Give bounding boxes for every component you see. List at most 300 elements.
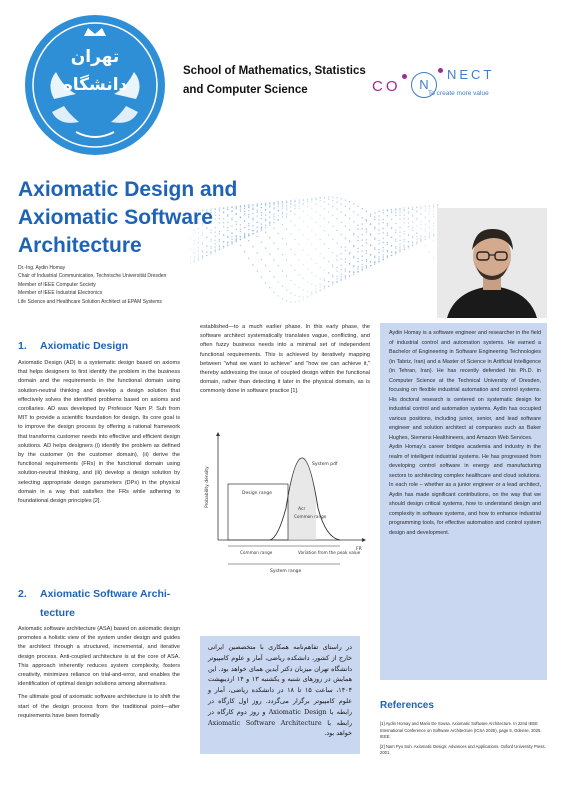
wave-dot xyxy=(366,239,367,240)
references xyxy=(380,700,550,760)
wave-dot xyxy=(362,250,363,251)
wave-dot xyxy=(286,209,287,210)
wave-dot xyxy=(383,256,384,257)
wave-dot xyxy=(320,266,321,267)
wave-dot xyxy=(387,235,388,236)
wave-dot xyxy=(433,229,434,230)
wave-dot xyxy=(433,204,434,205)
connect-dot-icon xyxy=(438,68,443,73)
wave-dot xyxy=(299,208,300,209)
wave-dot xyxy=(299,244,300,245)
wave-dot xyxy=(404,246,405,247)
wave-dot xyxy=(324,230,325,231)
wave-dot xyxy=(420,206,421,207)
wave-dot xyxy=(399,209,400,210)
wave-dot xyxy=(349,263,350,264)
wave-dot xyxy=(345,250,346,251)
wave-dot xyxy=(425,245,426,246)
wave-dot xyxy=(416,241,417,242)
wave-dot xyxy=(374,262,375,263)
wave-dot xyxy=(324,197,325,198)
wave-dot xyxy=(320,286,321,287)
wave-dot xyxy=(324,208,325,209)
figure-system-range: System range xyxy=(270,569,302,574)
wave-dot xyxy=(278,281,279,282)
wave-dot xyxy=(404,222,405,223)
bio-paragraph: Aydin Homay's career bridges academia and industry in the realm of intelligent industrial systems. He has progressed from developing control software in energy and manufacturing sectors to architecting complex healthcare and cloud solutions. In each role – whether as a junior engineer or a lead architect, Aydin has made significant contributions, on the way that we should design critical systems, how to understand design and complexity in software systems, and how to enhance industrial programming tools, for effective automation and control system design and development. xyxy=(389,444,541,536)
wave-dot xyxy=(391,245,392,246)
wave-dot xyxy=(412,227,413,228)
wave-dot xyxy=(374,237,375,238)
wave-dot xyxy=(353,257,354,258)
wave-dot xyxy=(328,234,329,235)
wave-dot xyxy=(412,230,413,231)
wave-dot xyxy=(299,199,300,200)
wave-dot xyxy=(378,249,379,250)
connect-co: CO xyxy=(372,78,401,95)
wave-dot xyxy=(299,206,300,207)
wave-dot xyxy=(311,208,312,209)
title-line3: Architecture xyxy=(18,234,142,257)
wave-dot xyxy=(399,251,400,252)
wave-dot xyxy=(332,215,333,216)
school-name xyxy=(183,62,373,100)
wave-dot xyxy=(345,275,346,276)
wave-dot xyxy=(399,243,400,244)
wave-dot xyxy=(311,295,312,296)
wave-dot xyxy=(328,272,329,273)
wave-dot xyxy=(404,210,405,211)
wave-dot xyxy=(378,261,379,262)
wave-dot xyxy=(349,271,350,272)
wave-dot xyxy=(349,252,350,253)
wave-dot xyxy=(420,228,421,229)
wave-dot xyxy=(299,259,300,260)
wave-dot xyxy=(336,282,337,283)
wave-dot xyxy=(362,266,363,267)
wave-dot xyxy=(353,246,354,247)
wave-dot xyxy=(353,272,354,273)
wave-dot xyxy=(412,245,413,246)
wave-dot xyxy=(341,259,342,260)
wave-dot xyxy=(416,206,417,207)
connect-ect: NECT xyxy=(447,67,495,82)
wave-dot xyxy=(320,278,321,279)
wave-dot xyxy=(416,210,417,211)
design-range-figure xyxy=(200,428,370,578)
wave-dot xyxy=(315,263,316,264)
wave-dot xyxy=(282,238,283,239)
wave-dot xyxy=(370,215,371,216)
wave-dot xyxy=(353,274,354,275)
wave-dot xyxy=(374,216,375,217)
wave-dot xyxy=(324,278,325,279)
wave-dot xyxy=(307,268,308,269)
wave-dot xyxy=(366,250,367,251)
wave-dot xyxy=(332,276,333,277)
logo-text-line2: دانشگاه xyxy=(62,75,128,95)
wave-dot xyxy=(399,218,400,219)
wave-dot xyxy=(353,245,354,246)
wave-dot xyxy=(282,298,283,299)
wave-dot xyxy=(420,235,421,236)
wave-dot xyxy=(416,239,417,240)
figure-common-range: Common range xyxy=(294,514,327,519)
wave-dot xyxy=(286,202,287,203)
wave-dot xyxy=(315,222,316,223)
wave-dot xyxy=(433,233,434,234)
wave-dot xyxy=(404,245,405,246)
figure-variation: Variation from the peak value xyxy=(298,550,361,555)
wave-dot xyxy=(420,241,421,242)
wave-dot xyxy=(320,284,321,285)
wave-dot xyxy=(336,255,337,256)
figure-common-range-bottom: Common range xyxy=(240,550,273,555)
wave-dot xyxy=(299,287,300,288)
wave-dot xyxy=(412,236,413,237)
wave-dot xyxy=(345,225,346,226)
wave-dot xyxy=(269,287,270,288)
wave-dot xyxy=(294,200,295,201)
wave-dot xyxy=(357,225,358,226)
wave-dot xyxy=(399,232,400,233)
wave-dot xyxy=(349,218,350,219)
wave-dot xyxy=(370,261,371,262)
wave-dot xyxy=(307,225,308,226)
wave-dot xyxy=(324,280,325,281)
wave-dot xyxy=(328,211,329,212)
wave-dot xyxy=(374,213,375,214)
wave-dot xyxy=(315,199,316,200)
wave-dot xyxy=(387,244,388,245)
wave-dot xyxy=(341,279,342,280)
wave-dot xyxy=(370,214,371,215)
wave-dot xyxy=(282,254,283,255)
wave-dot xyxy=(282,270,283,271)
wave-dot xyxy=(404,231,405,232)
wave-dot xyxy=(290,301,291,302)
wave-dot xyxy=(336,267,337,268)
wave-dot xyxy=(383,242,384,243)
wave-dot xyxy=(282,205,283,206)
wave-dot xyxy=(303,296,304,297)
wave-dot xyxy=(349,208,350,209)
wave-dot xyxy=(311,230,312,231)
references-title: References xyxy=(380,700,434,711)
wave-dot xyxy=(332,252,333,253)
wave-dot xyxy=(374,263,375,264)
wave-dot xyxy=(353,211,354,212)
wave-dot xyxy=(303,221,304,222)
wave-dot xyxy=(425,236,426,237)
wave-dot xyxy=(404,207,405,208)
wave-dot xyxy=(357,214,358,215)
wave-dot xyxy=(425,231,426,232)
wave-dot xyxy=(429,206,430,207)
wave-dot xyxy=(370,265,371,266)
wave-dot xyxy=(395,223,396,224)
wave-dot xyxy=(303,289,304,290)
wave-dot xyxy=(412,222,413,223)
wave-dot xyxy=(429,208,430,209)
wave-dot xyxy=(324,243,325,244)
author-bio-panel xyxy=(380,323,547,680)
wave-dot xyxy=(412,215,413,216)
wave-dot xyxy=(378,219,379,220)
wave-dot xyxy=(412,207,413,208)
wave-dot xyxy=(362,217,363,218)
wave-dot xyxy=(290,200,291,201)
wave-dot xyxy=(286,260,287,261)
wave-dot xyxy=(336,197,337,198)
wave-dot xyxy=(290,280,291,281)
wave-dot xyxy=(383,250,384,251)
wave-dot xyxy=(315,249,316,250)
wave-dot xyxy=(370,234,371,235)
wave-dot xyxy=(420,213,421,214)
wave-dot xyxy=(404,249,405,250)
wave-dot xyxy=(294,295,295,296)
wave-dot xyxy=(286,300,287,301)
wave-dot xyxy=(324,218,325,219)
section1-body: Axiomatic Design (AD) is a systematic design based on axioms that helps designers to first identify the problem in the business domain and the requirements in the functional domain using solution-neutral thinking and develop a design solution that effectively solves the identified problems based on axioms and corollaries. AD was developed by Professor Nam P. Suh from MIT to provide a scientific foundation for design. Its core goal is to improve the design process by offering a rational framework that transforms customer needs into effective and efficient design solutions. AD helps designers (i) identify the problem as defined by the customer (in the customer domain), (ii) derive the functional requirements (FRs) in the functional domain using solution-neutral thinking, and (iii) develop a design solution by selecting appropriate design parameters (DPs) in the physical domain in a way that satisfies the FRs while adhering to foundational design principles [2]. xyxy=(18,360,180,505)
wave-dot xyxy=(362,260,363,261)
wave-dot xyxy=(399,249,400,250)
wave-dot xyxy=(391,219,392,220)
wave-dot xyxy=(357,266,358,267)
wave-dot xyxy=(404,239,405,240)
wave-dot xyxy=(345,238,346,239)
wave-dot xyxy=(345,278,346,279)
reference-item: [1] Aydin Homay and Mario De Sousa. Axiomatic Software Architecture. In 22nd IEEE International Conference on Software Architecture (ICSA 2025), page 5, Odense, 2025. IEEE. xyxy=(380,721,542,740)
wave-dot xyxy=(378,233,379,234)
wave-dot xyxy=(282,203,283,204)
wave-dot xyxy=(320,197,321,198)
wave-dot xyxy=(374,219,375,220)
wave-dot xyxy=(307,281,308,282)
wave-dot xyxy=(341,203,342,204)
wave-dot xyxy=(374,249,375,250)
wave-dot xyxy=(299,300,300,301)
wave-dot xyxy=(433,207,434,208)
wave-dot xyxy=(357,251,358,252)
wave-dot xyxy=(362,223,363,224)
school-line2: and Computer Science xyxy=(183,84,308,96)
wave-dot xyxy=(425,224,426,225)
wave-dot xyxy=(324,198,325,199)
wave-dot xyxy=(425,205,426,206)
wave-dot xyxy=(345,268,346,269)
wave-dot xyxy=(357,229,358,230)
wave-dot xyxy=(353,256,354,257)
wave-dot xyxy=(341,265,342,266)
wave-dot xyxy=(408,241,409,242)
wave-dot xyxy=(378,243,379,244)
wave-dot xyxy=(299,217,300,218)
wave-dot xyxy=(370,244,371,245)
wave-dot xyxy=(336,201,337,202)
wave-dot xyxy=(391,255,392,256)
wave-dot xyxy=(328,281,329,282)
wave-dot xyxy=(332,238,333,239)
wave-dot xyxy=(387,251,388,252)
wave-dot xyxy=(315,291,316,292)
wave-dot xyxy=(408,247,409,248)
wave-dot xyxy=(374,239,375,240)
wave-dot xyxy=(303,203,304,204)
wave-dot xyxy=(362,245,363,246)
wave-dot xyxy=(320,289,321,290)
wave-dot xyxy=(408,218,409,219)
wave-dot xyxy=(349,229,350,230)
wave-dot xyxy=(345,270,346,271)
wave-dot xyxy=(311,218,312,219)
wave-dot xyxy=(315,289,316,290)
wave-dot xyxy=(391,209,392,210)
wave-dot xyxy=(357,240,358,241)
wave-dot xyxy=(395,240,396,241)
wave-dot xyxy=(290,249,291,250)
wave-dot xyxy=(307,198,308,199)
wave-dot xyxy=(357,271,358,272)
wave-dot xyxy=(307,254,308,255)
wave-dot xyxy=(194,261,195,262)
wave-dot xyxy=(374,247,375,248)
wave-dot xyxy=(383,232,384,233)
wave-dot xyxy=(299,274,300,275)
wave-dot xyxy=(378,258,379,259)
wave-dot xyxy=(336,218,337,219)
wave-dot xyxy=(416,233,417,234)
wave-dot xyxy=(429,234,430,235)
wave-dot xyxy=(332,206,333,207)
school-line1: School of Mathematics, Statistics xyxy=(183,65,366,77)
wave-dot xyxy=(399,212,400,213)
wave-dot xyxy=(420,238,421,239)
wave-dot xyxy=(336,276,337,277)
wave-dot xyxy=(320,239,321,240)
wave-dot xyxy=(425,211,426,212)
wave-dot xyxy=(420,221,421,222)
wave-dot xyxy=(341,269,342,270)
wave-dot xyxy=(294,254,295,255)
wave-dot xyxy=(294,213,295,214)
wave-dot xyxy=(433,225,434,226)
wave-dot xyxy=(429,233,430,234)
wave-dot xyxy=(332,197,333,198)
wave-dot xyxy=(420,224,421,225)
title-line2: Axiomatic Software xyxy=(18,206,213,229)
wave-dot xyxy=(336,270,337,271)
wave-dot xyxy=(387,233,388,234)
wave-dot xyxy=(328,204,329,205)
wave-dot xyxy=(311,284,312,285)
wave-dot xyxy=(282,213,283,214)
wave-dot xyxy=(395,246,396,247)
wave-dot xyxy=(315,197,316,198)
connect-logo xyxy=(372,64,522,102)
wave-dot xyxy=(433,240,434,241)
wave-dot xyxy=(357,268,358,269)
wave-dot xyxy=(336,230,337,231)
wave-dot xyxy=(366,220,367,221)
wave-dot xyxy=(391,212,392,213)
wave-dot xyxy=(429,236,430,237)
wave-dot xyxy=(378,223,379,224)
wave-dot xyxy=(387,257,388,258)
wave-dot xyxy=(290,207,291,208)
wave-dot xyxy=(433,235,434,236)
wave-dot xyxy=(387,215,388,216)
wave-dot xyxy=(395,252,396,253)
section2-title-line1: Axiomatic Software Archi- xyxy=(40,588,171,600)
wave-dot xyxy=(336,208,337,209)
wave-dot xyxy=(437,205,438,206)
wave-dot xyxy=(328,248,329,249)
wave-dot xyxy=(408,246,409,247)
wave-dot xyxy=(387,223,388,224)
wave-dot xyxy=(357,248,358,249)
wave-dot xyxy=(320,214,321,215)
wave-dot xyxy=(328,261,329,262)
wave-dot xyxy=(315,285,316,286)
wave-dot xyxy=(408,226,409,227)
wave-dot xyxy=(349,240,350,241)
author-name: Dr.-Ing. Aydin Homay xyxy=(18,265,66,271)
wave-dot xyxy=(378,211,379,212)
wave-dot xyxy=(378,229,379,230)
connect-dot-icon xyxy=(402,74,407,79)
figure-fr: FR xyxy=(356,547,362,552)
wave-dot xyxy=(336,260,337,261)
wave-dot xyxy=(273,276,274,277)
wave-dot xyxy=(362,234,363,235)
wave-dot xyxy=(332,264,333,265)
section1-number: 1. xyxy=(18,340,27,352)
wave-dot xyxy=(290,220,291,221)
wave-dot xyxy=(395,232,396,233)
wave-dot xyxy=(320,200,321,201)
wave-dot xyxy=(311,291,312,292)
wave-dot xyxy=(307,206,308,207)
wave-dot xyxy=(311,202,312,203)
wave-dot xyxy=(395,208,396,209)
figure-ylabel: Probability density xyxy=(205,466,210,508)
wave-dot xyxy=(412,237,413,238)
wave-dot xyxy=(374,228,375,229)
wave-dot xyxy=(383,254,384,255)
wave-dot xyxy=(404,215,405,216)
wave-dot xyxy=(412,242,413,243)
wave-dot xyxy=(362,256,363,257)
wave-dot xyxy=(303,200,304,201)
wave-dot xyxy=(332,282,333,283)
wave-dot xyxy=(286,289,287,290)
wave-dot xyxy=(366,211,367,212)
wave-dot xyxy=(278,295,279,296)
wave-dot xyxy=(273,292,274,293)
wave-dot xyxy=(395,248,396,249)
wave-dot xyxy=(282,224,283,225)
wave-dot xyxy=(307,239,308,240)
wave-dot xyxy=(307,291,308,292)
wave-dot xyxy=(282,286,283,287)
wave-dot xyxy=(286,200,287,201)
wave-dot xyxy=(341,276,342,277)
wave-dot xyxy=(324,257,325,258)
persian-announcement xyxy=(200,636,360,754)
wave-dot xyxy=(433,258,434,259)
